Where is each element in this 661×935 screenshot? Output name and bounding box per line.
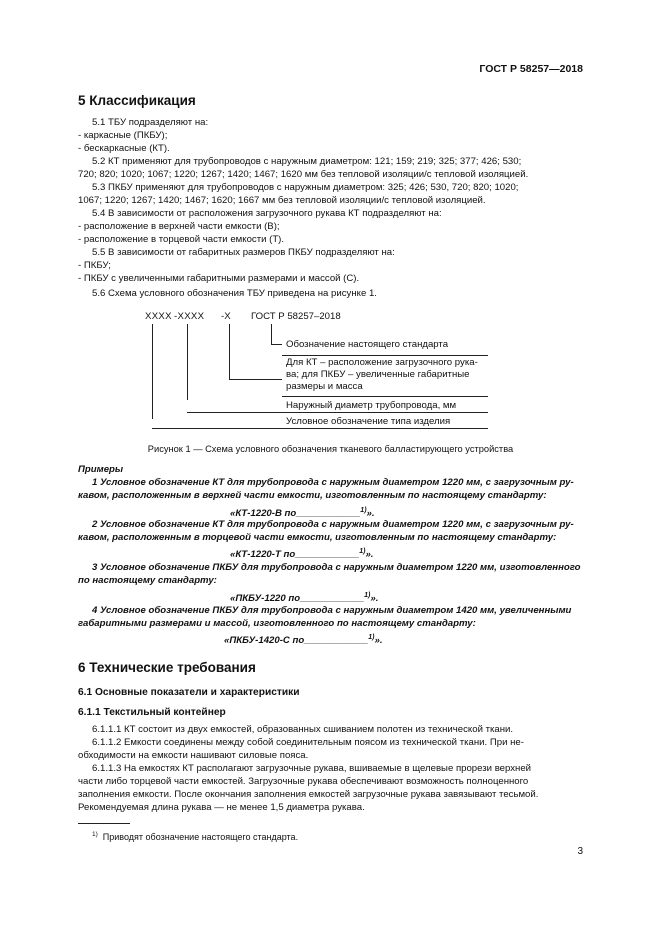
paragraph-line: 5.4 В зависимости от расположения загрузочного рукава КТ подразделяют на: [92, 208, 442, 219]
example-line: кавом, расположенным в торцевой части емкости, изготовленным по настоящему стандарту: [78, 532, 557, 543]
scheme-code-diameter: -XXXX [174, 311, 205, 322]
paragraph-line: 5.5 В зависимости от габаритных размеров ПКБУ подразделяют на: [92, 247, 395, 258]
scheme-label-variant: ва; для ПКБУ – увеличенные габаритные [286, 369, 470, 380]
paragraph-line: части либо торцевой части емкостей. Загрузочные рукава обеспечивают возможность полноценного [78, 776, 529, 787]
example-code: «КТ-1220-В по____________$^{1)}$». [230, 507, 375, 520]
document-header: ГОСТ Р 58257—2018 [479, 63, 583, 75]
underline-variant [282, 396, 488, 397]
underline-diameter [187, 412, 488, 413]
example-line: габаритными размерами и массой, изготовленного по настоящему стандарту: [78, 618, 476, 629]
leader-line-variant [229, 324, 230, 379]
example-line: 2 Условное обозначение КТ для трубопровода с наружным диаметром 1220 мм, с загрузочным ру- [92, 519, 574, 530]
section-6-title: 6 Технические требования [78, 660, 256, 675]
paragraph-line: 6.1.1.3 На емкостях КТ располагают загрузочные рукава, вшиваемые в щелевые прорези верхней [92, 763, 532, 774]
examples-heading: Примеры [78, 464, 124, 475]
leader-stub-standard [271, 344, 282, 345]
example-line: 4 Условное обозначение ПКБУ для трубопровода с наружным диаметром 1420 мм, увеличенными [92, 605, 572, 616]
section-5-title: 5 Классификация [78, 93, 196, 108]
scheme-code-type: XXXX [145, 311, 172, 322]
scheme-label-variant: Для КТ – расположение загрузочного рука- [286, 357, 478, 368]
scheme-standard-ref: ГОСТ Р 58257–2018 [251, 311, 341, 322]
list-item: - ПКБУ; [78, 260, 111, 271]
list-item: - каркасные (ПКБУ); [78, 130, 168, 141]
paragraph-line: заполнения емкости. После окончания заполнения емкостей загрузочные рукава завязывают тесьмой. [78, 789, 539, 800]
example-line: 3 Условное обозначение ПКБУ для трубопровода с наружным диаметром 1220 мм, изготовленного [92, 562, 581, 573]
paragraph-line: 720; 820; 1020; 1067; 1220; 1267; 1420; 1467; 1620 мм без тепловой изоляции/с тепловой изоляцией. [78, 169, 529, 180]
footnote: $^{1)}$ Приводят обозначение настоящего стандарта. [92, 831, 299, 842]
paragraph-line: 6.1.1.1 КТ состоит из двух емкостей, образованных сшиванием полотен из технической ткани. [92, 724, 514, 735]
subsection-title: 6.1.1 Текстильный контейнер [78, 707, 226, 718]
example-code: «ПКБУ-1220 по____________$^{1)}$». [230, 592, 379, 605]
paragraph-line: 6.1.1.2 Емкости соединены между собой соединительным поясом из технической ткани. При не- [92, 737, 524, 748]
paragraph-line: 5.2 КТ применяют для трубопроводов с наружным диаметром: 121; 159; 219; 325; 377; 426; 530; [92, 156, 522, 167]
list-item: - ПКБУ с увеличенными габаритными размерами и массой (С). [78, 273, 360, 284]
list-item: - бескаркасные (КТ). [78, 143, 170, 154]
example-code: «ПКБУ-1420-С по____________$^{1)}$». [224, 634, 383, 647]
example-line: 1 Условное обозначение КТ для трубопровода с наружным диаметром 1220 мм, с загрузочным ру- [92, 477, 574, 488]
list-item: - расположение в верхней части емкости (В); [78, 221, 280, 232]
scheme-label-diameter: Наружный диаметр трубопровода, мм [286, 400, 457, 411]
leader-line-standard [271, 324, 272, 344]
example-line: по настоящему стандарту: [78, 575, 217, 586]
paragraph-line: 5.6 Схема условного обозначения ТБУ приведена на рисунке 1. [92, 288, 377, 299]
page-number: 3 [577, 846, 583, 857]
paragraph-line: 1067; 1220; 1267; 1420; 1467; 1620; 1667 мм без тепловой изоляции/с тепловой изоляцией. [78, 195, 486, 206]
scheme-label-variant: размеры и масса [286, 381, 363, 392]
leader-line-diameter [187, 324, 188, 400]
underline-type [152, 428, 488, 429]
paragraph-line: Рекомендуемая длина рукава — не менее 1,5 диаметра рукава. [78, 802, 365, 813]
scheme-label-type: Условное обозначение типа изделия [286, 416, 451, 427]
paragraph-line: обходимости на емкости нашивают силовые пояса. [78, 750, 309, 761]
underline-standard [282, 355, 488, 356]
example-code: «КТ-1220-Т по____________$^{1)}$». [230, 548, 374, 561]
leader-line-type [152, 324, 153, 419]
list-item: - расположение в торцевой части емкости (Т). [78, 234, 285, 245]
paragraph-line: 5.3 ПКБУ применяют для трубопроводов с наружным диаметром: 325; 426; 530, 720; 820; 1020; [92, 182, 519, 193]
scheme-label-standard: Обозначение настоящего стандарта [286, 339, 449, 350]
leader-stub-variant [229, 379, 282, 380]
paragraph-line: 5.1 ТБУ подразделяют на: [92, 117, 209, 128]
scheme-code-variant: -X [221, 311, 231, 322]
footnote-separator [78, 823, 130, 824]
figure-caption: Рисунок 1 — Схема условного обозначения тканевого балластирующего устройства [147, 444, 514, 454]
subsection-title: 6.1 Основные показатели и характеристики [78, 687, 300, 698]
example-line: кавом, расположенным в верхней части емкости, изготовленным по настоящему стандарту: [78, 490, 547, 501]
